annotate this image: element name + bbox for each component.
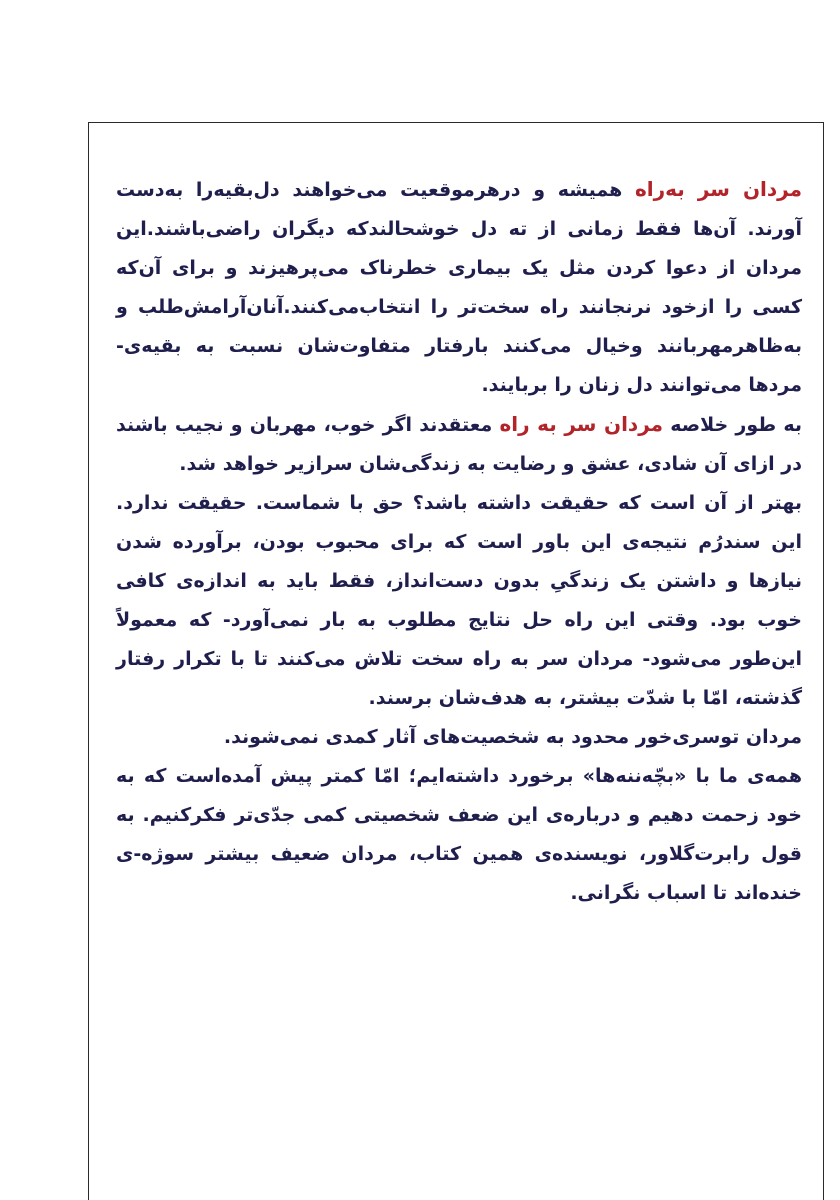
body-text (116, 170, 802, 913)
paragraph-3-text: بهتر از آن است که حقیقت داشته باشد؟ حق با شماست. حقیقت ندارد. این سندرُم نتیجه‌ی این باور است که برای محبوب بودن، برآورده شدن نیازها و داشتن یک زندگیِ بدون دست‌انداز، فقط باید به اندازه‌ی کافی خوب بود. وقتی این راه حل نتایج مطلوب به بار نمی‌آورد- که معمولاً این‌طور می‌شود- مردان سر به راه سخت تلاش می‌کنند تا با تکرار رفتار گذشته، امّا با شدّت بیشتر، به هدف‌شان برسند. (116, 492, 802, 709)
paragraph-4-text: مردان توسری‌خور محدود به شخصیت‌های آثار کمدی نمی‌شوند. (223, 726, 802, 748)
paragraph-3 (116, 484, 802, 718)
paragraph-2 (116, 405, 802, 484)
paragraph-4 (116, 718, 802, 757)
paragraph-5 (116, 757, 802, 913)
paragraph-2-text: معتقدند اگر خوب، مهربان و نجیب باشند در ازای آن شادی، عشق و رضایت به زندگی‌شان سرازیر خواهد شد. (116, 414, 802, 475)
highlight-phrase: مردان سر به راه (499, 412, 664, 436)
paragraph-1-text: همیشه و درهرموقعیت می‌خواهند دل‌بقیه‌را به‌دست آورند. آن‌ها فقط زمانی از ته دل خوشحالندکه دیگران راضی‌باشند.این مردان از دعوا کردن مثل یک بیماری خطرناک می‌پرهیزند و برای آن‌که کسی را ازخود نرنجانند راه سخت‌تر را انتخاب‌می‌کنند.آنان‌آرامش‌طلب و به‌ظاهرمهربانند وخیال می‌کنند بارفتار متفاوت‌شان نسبت به بقیه‌ی- مردها می‌توانند دل زنان را بربایند. (116, 179, 802, 396)
paragraph-1 (116, 170, 802, 405)
paragraph-5-text: همه‌ی ما با «بچّه‌ننه‌ها» برخورد داشته‌ایم؛ امّا کمتر پیش آمده‌است که به خود زحمت دهیم و درباره‌ی این ضعف شخصیتی کمی جدّی‌تر فکرکنیم. به قول رابرت‌گلاور، نویسنده‌ی همین کتاب، مردان ضعیف بیشتر سوژه-ی خنده‌اند تا اسباب نگرانی. (116, 765, 802, 904)
highlight-phrase: مردان سر به‌راه (634, 177, 802, 201)
paragraph-2-lead: به طور خلاصه (663, 414, 802, 436)
